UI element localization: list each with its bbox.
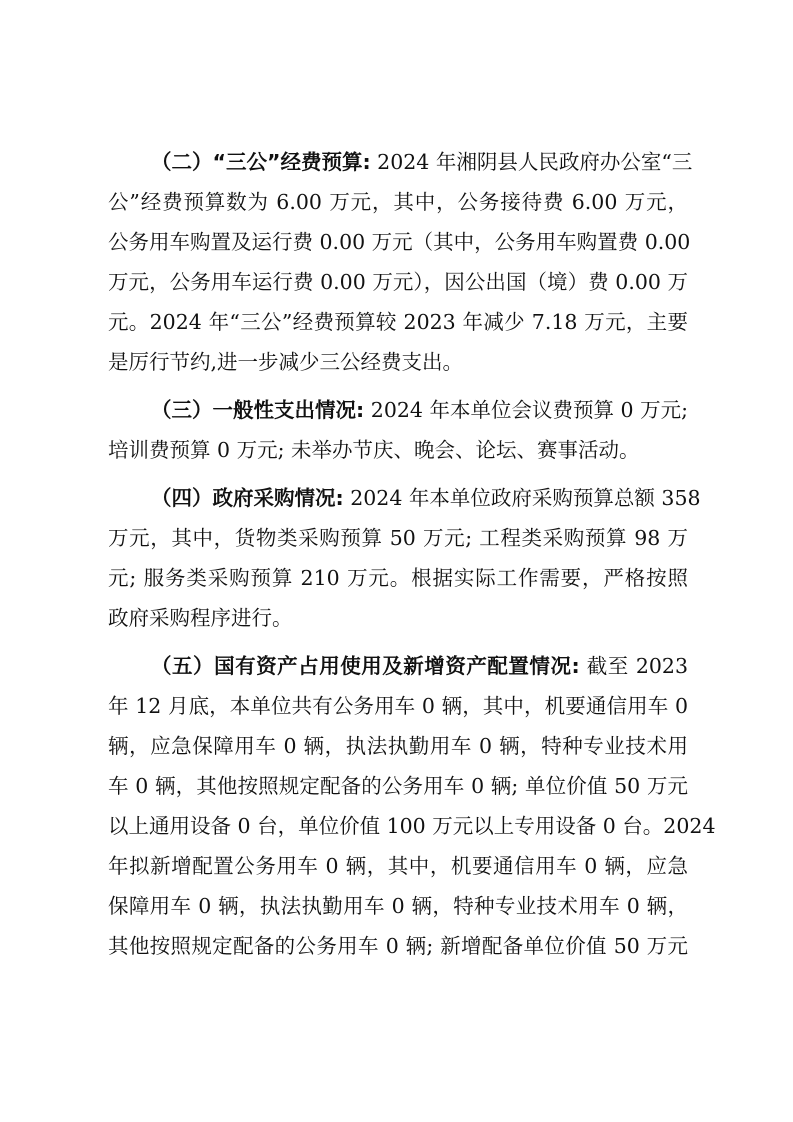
paragraph-text: 2024 年本单位会议费预算 0 万元; [364,398,689,422]
paragraph-line: 其他按照规定配备的公务用车 0 辆; 新增配备单位价值 50 万元 [108,934,688,958]
paragraph-sangong-line-1 [151,142,693,182]
paragraph-line: 政府采购程序进行。 [108,606,293,630]
paragraph-line: 元。2024 年“三公”经费预算较 2023 年减少 7.18 万元，主要 [108,310,688,334]
paragraph-line: 辆，应急保障用车 0 辆，执法执勤用车 0 辆，特种专业技术用 [108,734,688,758]
section-heading-sangong: （二）“三公”经费预算: [151,150,371,174]
paragraph-text: 截至 2023 [579,654,688,678]
paragraph-line: 万元，其中，货物类采购预算 50 万元; 工程类采购预算 98 万 [108,526,688,550]
paragraph-line: 年拟新增配置公务用车 0 辆，其中，机要通信用车 0 辆，应急 [108,854,688,878]
paragraph-general-line-1 [151,390,688,430]
paragraph-line: 公”经费预算数为 6.00 万元，其中，公务接待费 6.00 万元， [108,190,688,214]
paragraph-text: 2024 年本单位政府采购预算总额 358 [343,486,701,510]
paragraph-procurement-line-1 [151,478,701,518]
paragraph-assets-line-1 [151,646,688,686]
section-heading-assets: （五）国有资产占用使用及新增资产配置情况: [151,654,580,678]
paragraph-line: 培训费预算 0 万元; 未举办节庆、晚会、论坛、赛事活动。 [108,438,640,462]
paragraph-line: 公务用车购置及运行费 0.00 万元（其中，公务用车购置费 0.00 [108,230,691,254]
paragraph-line: 元; 服务类采购预算 210 万元。根据实际工作需要，严格按照 [108,566,688,590]
paragraph-line: 以上通用设备 0 台，单位价值 100 万元以上专用设备 0 台。2024 [108,814,716,838]
paragraph-line: 万元，公务用车运行费 0.00 万元），因公出国（境）费 0.00 万 [108,270,688,294]
paragraph-line: 年 12 月底，本单位共有公务用车 0 辆，其中，机要通信用车 0 [108,694,688,718]
paragraph-line: 车 0 辆，其他按照规定配备的公务用车 0 辆; 单位价值 50 万元 [108,774,688,798]
paragraph-line: 是厉行节约,进一步减少三公经费支出。 [108,350,464,374]
section-heading-procurement: （四）政府采购情况: [151,486,344,510]
section-heading-general: （三）一般性支出情况: [151,398,365,422]
paragraph-line: 保障用车 0 辆，执法执勤用车 0 辆，特种专业技术用车 0 辆， [108,894,688,918]
paragraph-text: 2024 年湘阴县人民政府办公室“三 [370,150,693,174]
